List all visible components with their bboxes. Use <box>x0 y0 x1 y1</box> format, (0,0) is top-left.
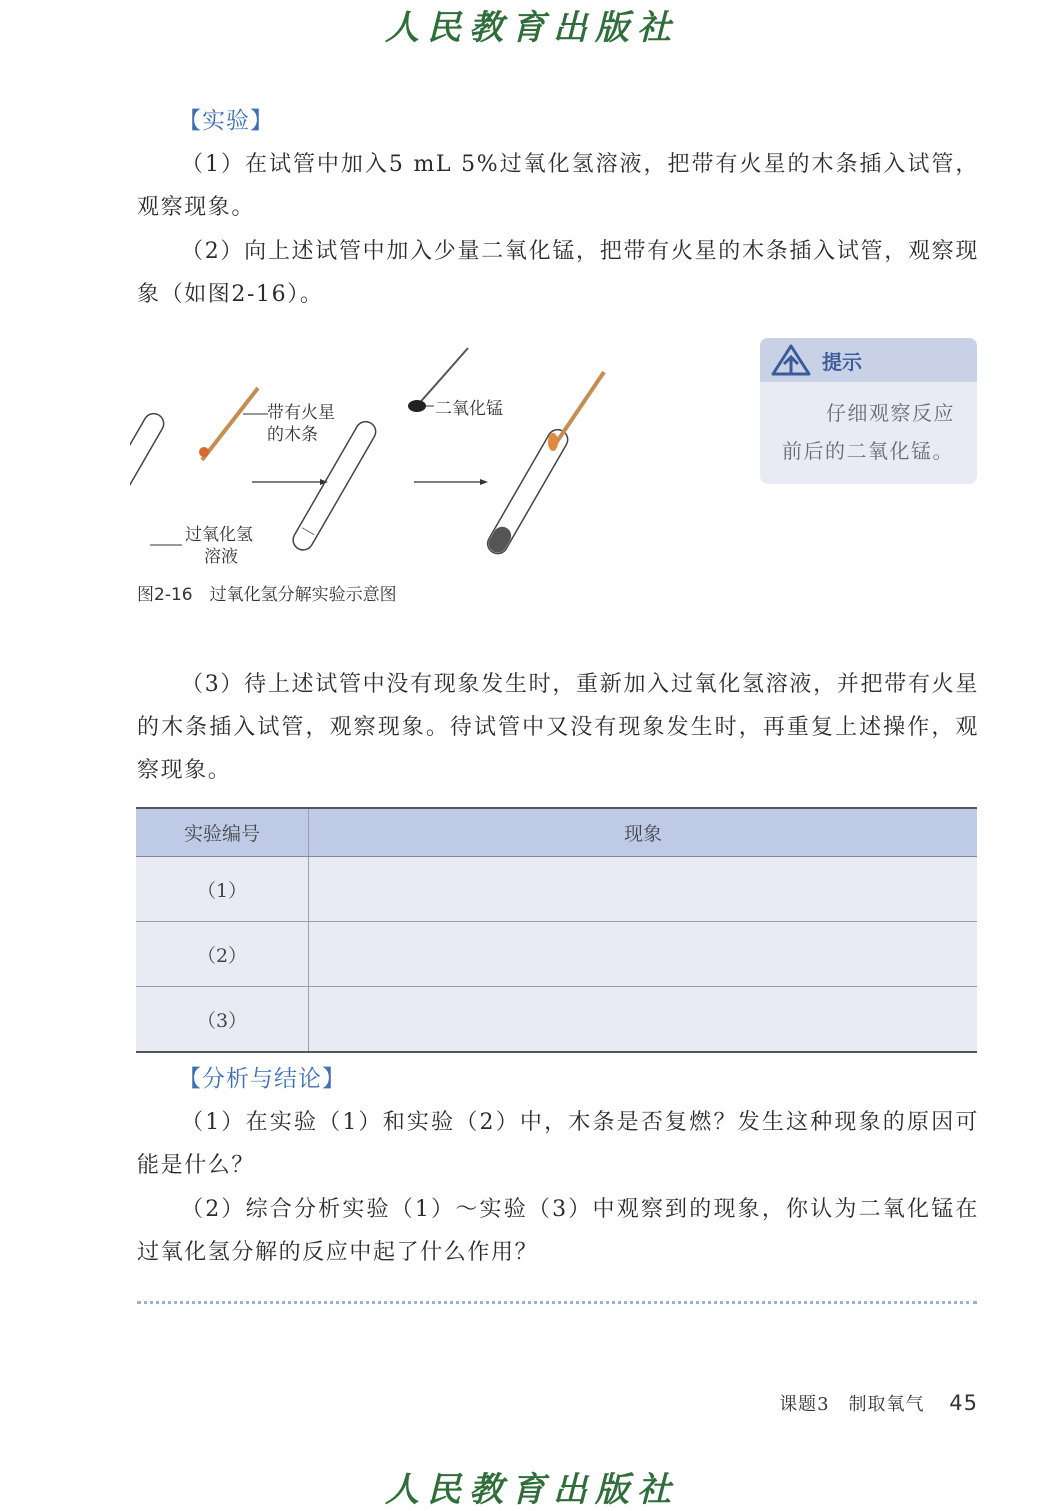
publisher-footer: 人民教育出版社 <box>385 1470 679 1510</box>
tip-text: 仔细观察反应前后的二氧化锰。 <box>782 401 955 463</box>
test-tube-3 <box>484 426 571 557</box>
label-stick-line1: 带有火星 <box>267 403 335 423</box>
table-row <box>136 922 977 987</box>
row-label: （1） <box>136 857 309 922</box>
tip-box <box>760 338 977 484</box>
row-phenomenon-cell <box>309 922 978 987</box>
label-solution-line2: 溶液 <box>204 547 238 567</box>
spark-icon <box>199 447 209 457</box>
experiment-step-1: （1）在试管中加入5 mL 5%过氧化氢溶液，把带有火星的木条插入试管，观察现象。 <box>137 152 979 220</box>
analysis-question-2: （2）综合分析实验（1）～实验（3）中观察到的现象，你认为二氧化锰在过氧化氢分解的反应中起了什么作用？ <box>137 1197 979 1265</box>
wooden-stick-2 <box>554 372 604 446</box>
row-phenomenon-cell <box>309 987 978 1053</box>
table-row <box>136 857 977 922</box>
row-phenomenon-cell <box>309 857 978 922</box>
test-tube-1 <box>130 410 167 550</box>
experiment-step-3: （3）待上述试管中没有现象发生时，重新加入过氧化氢溶液，并把带有火星的木条插入试管，观察现象。待试管中又没有现象发生时，再重复上述操作，观察现象。 <box>137 672 979 783</box>
row-label: （3） <box>136 987 309 1053</box>
table-row <box>136 987 977 1053</box>
page-number: 45 <box>949 1391 978 1415</box>
section-title: 课题3 制取氧气 <box>779 1394 925 1415</box>
publisher-header: 人民教育出版社 <box>385 8 679 48</box>
experiment-heading: 【实验】 <box>178 108 274 134</box>
header-experiment-number: 实验编号 <box>136 808 309 857</box>
analysis-heading: 【分析与结论】 <box>178 1066 346 1092</box>
page-footer <box>779 1390 978 1416</box>
label-mno2: 二氧化锰 <box>435 399 503 419</box>
tip-title: 提示 <box>822 349 862 374</box>
label-stick-line2: 的木条 <box>267 425 318 445</box>
table-header-row <box>136 808 977 857</box>
wooden-stick-1 <box>202 388 258 460</box>
figure-2-16 <box>130 340 630 570</box>
label-solution-line1: 过氧化氢 <box>185 525 253 545</box>
flame-icon <box>548 433 558 451</box>
header-phenomenon: 现象 <box>309 808 978 857</box>
experiment-step-2: （2）向上述试管中加入少量二氧化锰，把带有火星的木条插入试管，观察现象（如图2-16）。 <box>137 239 979 307</box>
analysis-question-1: （1）在实验（1）和实验（2）中，木条是否复燃？发生这种现象的原因可能是什么？ <box>137 1110 979 1178</box>
tip-icon <box>770 343 812 377</box>
tip-header <box>760 338 977 382</box>
mno2-powder <box>408 400 426 412</box>
observation-table <box>136 807 977 1053</box>
row-label: （2） <box>136 922 309 987</box>
figure-caption: 图2-16 过氧化氢分解实验示意图 <box>137 585 397 605</box>
divider <box>137 1301 977 1304</box>
